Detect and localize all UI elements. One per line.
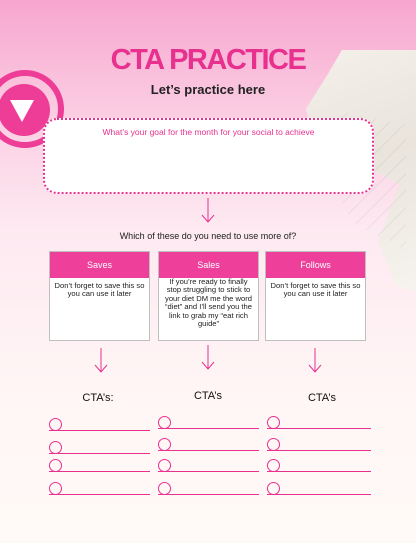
checklist-item[interactable] (158, 482, 259, 496)
cta-label: CTA’s (193, 390, 223, 402)
cta-label: CTA’s: (82, 392, 114, 404)
play-triangle-icon (10, 100, 34, 122)
checklist-item[interactable] (49, 459, 150, 473)
write-line (267, 450, 371, 451)
card-body: Don’t forget to save this so you can use it later (54, 281, 145, 299)
write-line (267, 494, 371, 495)
write-line (49, 453, 150, 454)
checklist-item[interactable] (267, 438, 371, 452)
arrow-down-icon (93, 348, 109, 374)
arrow-down-icon (200, 198, 216, 224)
goal-prompt: What’s your goal for the month for your social to achieve (102, 127, 315, 137)
write-line (49, 494, 150, 495)
cta-label: CTA’s (307, 392, 337, 404)
card-body: If you’re ready to finally stop struggling to stick to your diet DM me the word “diet” and I’ll send you the link to grab my “eat rich guide” (165, 277, 252, 329)
write-line (158, 428, 259, 429)
checklist-item[interactable] (267, 459, 371, 473)
goal-input-box[interactable] (43, 118, 374, 194)
card-heading: Follows (266, 252, 365, 278)
page-title: CTA PRACTICE (110, 44, 306, 76)
page-subtitle: Let’s practice here (150, 82, 266, 97)
checklist-item[interactable] (267, 482, 371, 496)
write-line (49, 471, 150, 472)
write-line (49, 430, 150, 431)
question-text: Which of these do you need to use more of? (119, 231, 297, 241)
checklist-item[interactable] (158, 459, 259, 473)
card-saves (49, 251, 150, 341)
write-line (158, 450, 259, 451)
card-heading: Saves (50, 252, 149, 278)
arrow-down-icon (307, 348, 323, 374)
write-line (267, 471, 371, 472)
write-line (267, 428, 371, 429)
checklist-item[interactable] (267, 416, 371, 430)
arrow-down-icon (200, 345, 216, 371)
card-body: Don’t forget to save this so you can use it later (270, 281, 361, 299)
checklist-item[interactable] (49, 418, 150, 432)
card-sales (158, 251, 259, 341)
checklist-item[interactable] (158, 438, 259, 452)
card-follows (265, 251, 366, 341)
card-heading: Sales (159, 252, 258, 278)
checklist-item[interactable] (158, 416, 259, 430)
write-line (158, 494, 259, 495)
write-line (158, 471, 259, 472)
checklist-item[interactable] (49, 441, 150, 455)
checklist-item[interactable] (49, 482, 150, 496)
